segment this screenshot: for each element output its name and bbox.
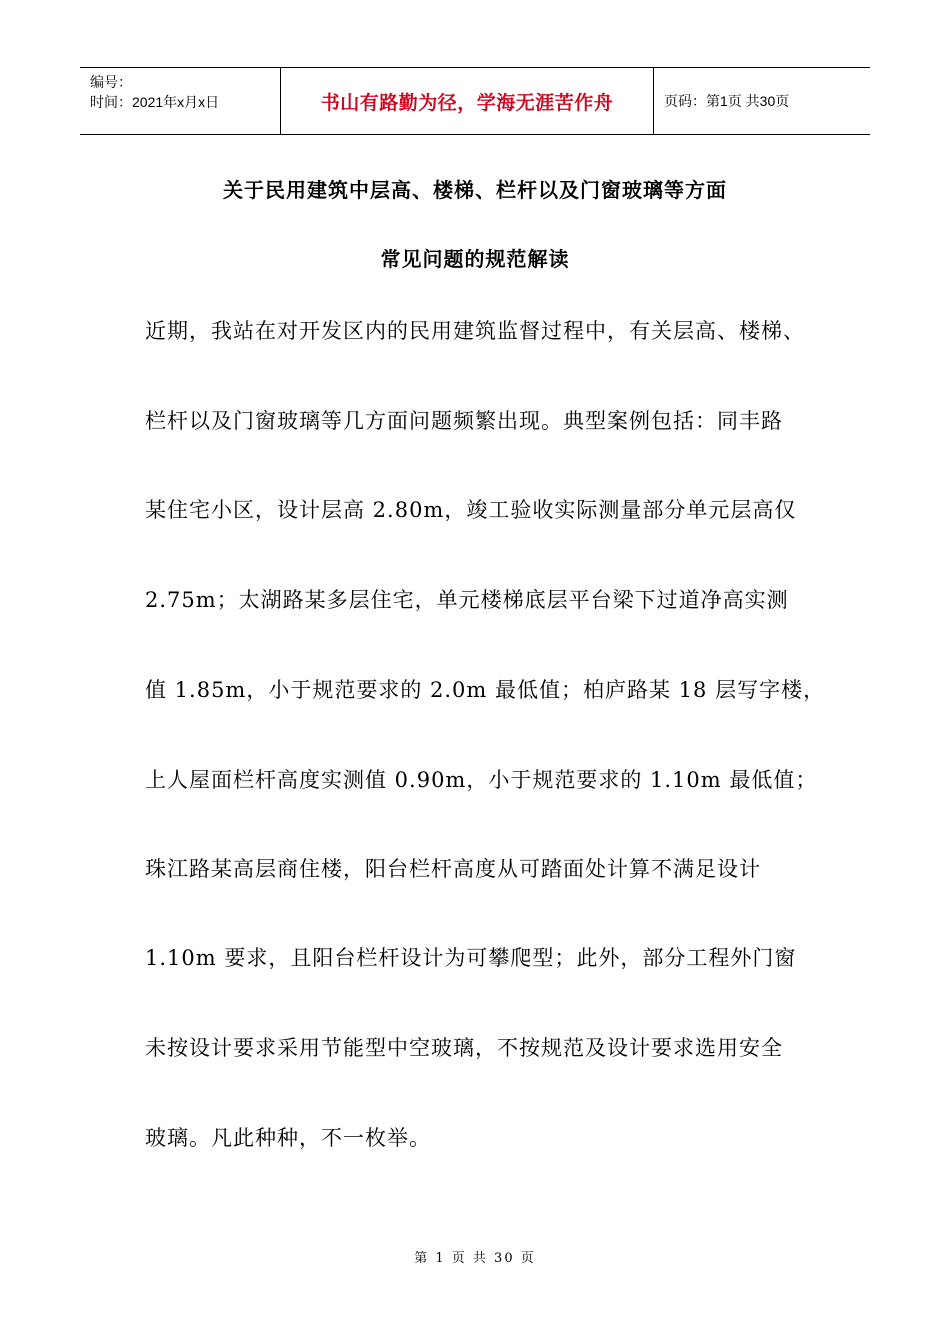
document-title-line-1: 关于民用建筑中层高、楼梯、栏杆以及门窗玻璃等方面 bbox=[223, 178, 727, 202]
header-page-info: 页码：第1页 共30页 bbox=[664, 93, 790, 109]
document-title-line-2: 常见问题的规范解读 bbox=[380, 247, 570, 271]
body-line-7: 珠江路某高层商住楼，阳台栏杆高度从可踏面处计算不满足设计 bbox=[145, 857, 761, 881]
body-line-5: 值 1.85m，小于规范要求的 2.0m 最低值；柏庐路某 18 层写字楼， bbox=[145, 678, 826, 702]
body-line-3: 某住宅小区，设计层高 2.80m，竣工验收实际测量部分单元层高仅 bbox=[145, 498, 797, 522]
body-line-6: 上人屋面栏杆高度实测值 0.90m，小于规范要求的 1.10m 最低值； bbox=[145, 768, 818, 792]
header-time: 时间：2021年x月x日 bbox=[90, 94, 220, 110]
body-line-1: 近期，我站在对开发区内的民用建筑监督过程中，有关层高、楼梯、 bbox=[145, 319, 805, 343]
body-line-10: 玻璃。凡此种种，不一枚举。 bbox=[145, 1126, 431, 1150]
header-number: 编号： bbox=[90, 74, 132, 90]
body-line-9: 未按设计要求采用节能型中空玻璃，不按规范及设计要求选用安全 bbox=[145, 1036, 783, 1060]
page-footer: 第 1 页 共 30 页 bbox=[414, 1251, 536, 1266]
header-motto: 书山有路勤为径，学海无涯苦作舟 bbox=[281, 68, 654, 134]
body-line-8: 1.10m 要求，且阳台栏杆设计为可攀爬型；此外，部分工程外门窗 bbox=[145, 946, 797, 970]
body-line-2: 栏杆以及门窗玻璃等几方面问题频繁出现。典型案例包括：同丰路 bbox=[145, 409, 783, 433]
document-header bbox=[80, 67, 870, 135]
header-meta bbox=[80, 68, 281, 134]
body-line-4: 2.75m；太湖路某多层住宅，单元楼梯底层平台梁下过道净高实测 bbox=[145, 588, 789, 612]
